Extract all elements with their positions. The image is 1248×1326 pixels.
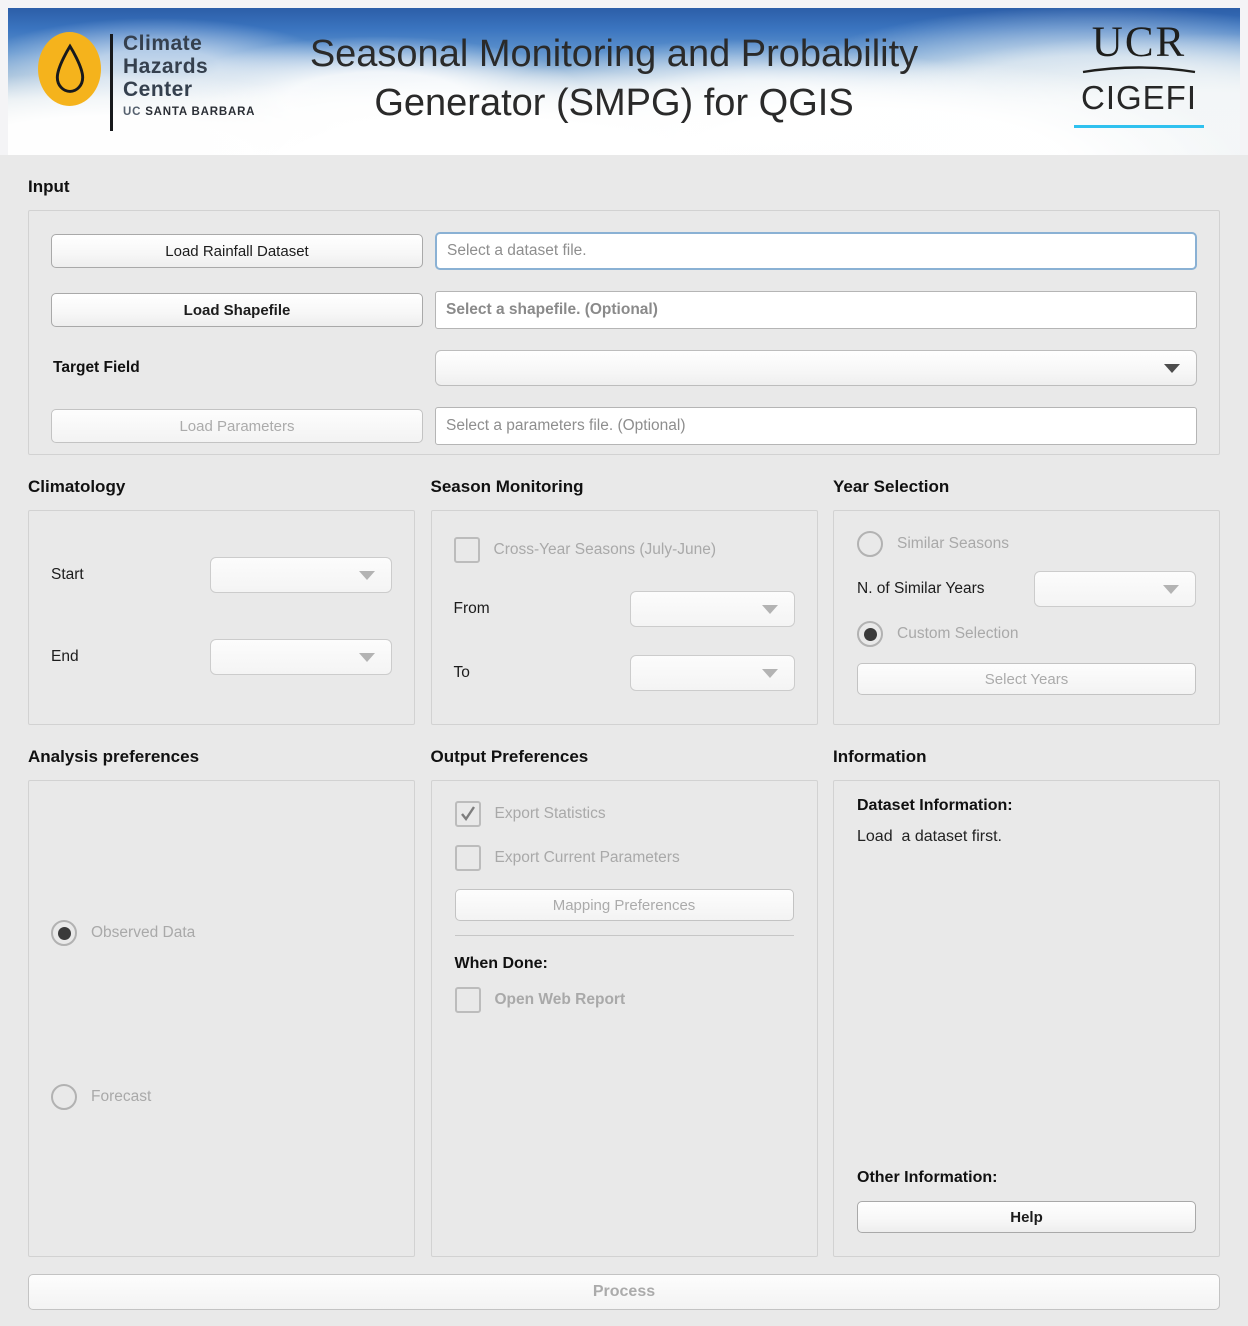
logo-subtext-uc: UC (123, 106, 142, 118)
climatology-section-title: Climatology (28, 477, 126, 496)
target-field-combobox[interactable] (435, 350, 1197, 386)
input-section-title: Input (28, 177, 70, 196)
information-section-title: Information (833, 747, 927, 766)
similar-seasons-row (857, 531, 1196, 557)
dataset-information-label: Dataset Information: (857, 797, 1013, 814)
other-information-label: Other Information: (857, 1169, 998, 1186)
logo-text-line1: Climate (123, 32, 203, 55)
chevron-down-icon (359, 653, 375, 662)
cigefi-logo-text: CIGEFI (1080, 79, 1197, 116)
observed-data-radio[interactable] (51, 920, 77, 946)
mapping-preferences-button[interactable]: Mapping Preferences (455, 889, 794, 921)
forecast-radio[interactable] (51, 1084, 77, 1110)
season-monitoring-groupbox (431, 510, 818, 725)
cigefi-underline (1074, 125, 1204, 128)
target-field-label: Target Field (53, 359, 140, 376)
chevron-down-icon (359, 571, 375, 580)
climatology-start-combobox[interactable] (210, 557, 392, 593)
load-shapefile-button[interactable]: Load Shapefile (51, 293, 423, 327)
n-similar-years-label: N. of Similar Years (857, 580, 985, 597)
observed-data-row (51, 920, 392, 946)
process-button[interactable]: Process (28, 1274, 1220, 1310)
radio-dot (864, 628, 877, 641)
mid-sections-row (28, 455, 1220, 725)
cross-year-seasons-checkbox[interactable] (454, 537, 480, 563)
climate-hazards-center-logo (38, 32, 255, 131)
header-banner (8, 8, 1240, 155)
dataset-information-text: Load a dataset first. (857, 828, 1002, 845)
year-selection-groupbox (833, 510, 1220, 725)
ucr-underline-arc (1081, 66, 1197, 74)
year-selection-column (833, 455, 1220, 725)
radio-dot (58, 927, 71, 940)
climatology-end-row (51, 639, 392, 675)
app-title (238, 30, 990, 128)
information-groupbox (833, 780, 1220, 1257)
information-column (833, 725, 1220, 1257)
logo-subtext-rest: SANTA BARBARA (141, 106, 256, 118)
load-rainfall-dataset-button[interactable]: Load Rainfall Dataset (51, 234, 423, 268)
logo-divider (110, 34, 113, 131)
climatology-start-row (51, 557, 392, 593)
custom-selection-label: Custom Selection (897, 625, 1019, 642)
analysis-preferences-groupbox (28, 780, 415, 1257)
ucr-cigefi-logo (1074, 20, 1204, 128)
dialog-body (0, 177, 1248, 1310)
similar-seasons-label: Similar Seasons (897, 535, 1009, 552)
observed-data-label: Observed Data (91, 924, 196, 941)
forecast-row (51, 1084, 392, 1110)
season-from-row (454, 591, 795, 627)
output-preferences-column (431, 725, 818, 1257)
when-done-label: When Done: (454, 955, 548, 972)
season-to-row (454, 655, 795, 691)
export-statistics-checkbox[interactable] (455, 801, 481, 827)
chevron-down-icon (1163, 585, 1179, 594)
logo-text-line3: Center (123, 78, 193, 101)
chevron-down-icon (762, 669, 778, 678)
from-label: From (453, 600, 490, 617)
forecast-label: Forecast (91, 1088, 152, 1105)
help-button[interactable]: Help (857, 1201, 1196, 1233)
season-to-combobox[interactable] (630, 655, 795, 691)
chevron-down-icon (762, 605, 778, 614)
other-information-block (857, 1169, 1196, 1233)
season-from-combobox[interactable] (630, 591, 795, 627)
water-drop-icon (38, 32, 101, 106)
ucr-logo-text: UCR (1091, 19, 1187, 66)
input-groupbox (28, 210, 1220, 455)
similar-seasons-radio[interactable] (857, 531, 883, 557)
export-current-parameters-label: Export Current Parameters (494, 849, 680, 866)
logo-text (123, 32, 255, 118)
analysis-preferences-column (28, 725, 415, 1257)
output-preferences-groupbox (431, 780, 818, 1257)
open-web-report-row (455, 987, 794, 1013)
logo-text-line2: Hazards (123, 55, 209, 78)
load-parameters-button[interactable]: Load Parameters (51, 409, 423, 443)
climatology-end-combobox[interactable] (210, 639, 392, 675)
export-statistics-row (455, 801, 794, 827)
dataset-file-input[interactable] (435, 232, 1197, 270)
cross-year-seasons-label: Cross-Year Seasons (July-June) (493, 541, 717, 558)
bottom-sections-row (28, 725, 1220, 1257)
analysis-preferences-section-title: Analysis preferences (28, 747, 200, 766)
open-web-report-label: Open Web Report (494, 991, 626, 1008)
year-selection-section-title: Year Selection (833, 477, 950, 496)
select-years-button[interactable]: Select Years (857, 663, 1196, 695)
app-title-line2: Generator (SMPG) for QGIS (374, 82, 854, 124)
parameters-file-input[interactable] (435, 407, 1197, 445)
custom-selection-radio[interactable] (857, 621, 883, 647)
start-label: Start (51, 566, 84, 583)
cross-year-seasons-row (454, 537, 795, 563)
output-preferences-section-title: Output Preferences (430, 747, 589, 766)
export-current-parameters-row (455, 845, 794, 871)
climatology-groupbox (28, 510, 415, 725)
export-current-parameters-checkbox[interactable] (455, 845, 481, 871)
to-label: To (453, 664, 470, 681)
custom-selection-row (857, 621, 1196, 647)
checkmark-icon (459, 805, 477, 823)
shapefile-input[interactable] (435, 291, 1197, 329)
n-similar-years-combobox[interactable] (1034, 571, 1196, 607)
climatology-column (28, 455, 415, 725)
open-web-report-checkbox[interactable] (455, 987, 481, 1013)
output-separator (455, 935, 794, 936)
season-monitoring-section-title: Season Monitoring (430, 477, 584, 496)
logo-subtext (123, 106, 255, 118)
app-title-line1: Seasonal Monitoring and Probability (309, 33, 919, 75)
n-similar-years-row (857, 571, 1196, 607)
banner-wrapper (0, 0, 1248, 155)
season-monitoring-column (431, 455, 818, 725)
chevron-down-icon (1164, 364, 1180, 373)
end-label: End (51, 648, 79, 665)
export-statistics-label: Export Statistics (494, 805, 606, 822)
